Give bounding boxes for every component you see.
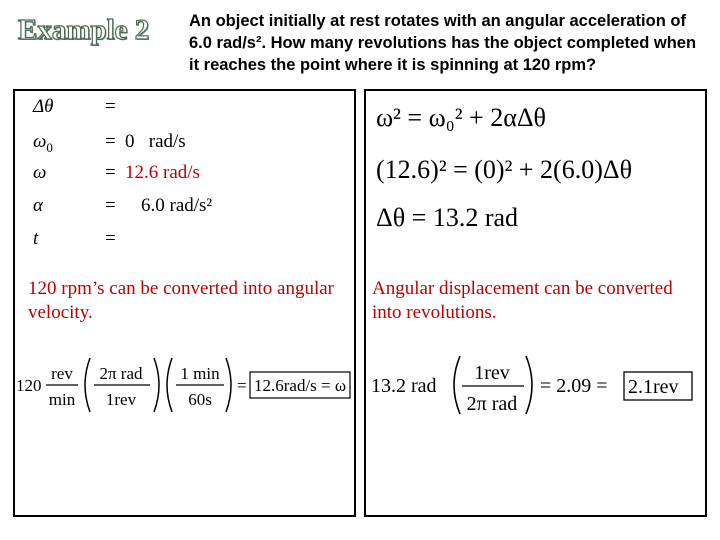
given-equals: = [105, 162, 116, 183]
angular-displacement-result: Δθ = 13.2 rad [376, 203, 519, 232]
frac3-den: 60s [188, 390, 212, 409]
given-symbol: Δθ [33, 96, 54, 117]
rev-frac-den: 2π rad [466, 393, 518, 415]
given-symbol: ω [33, 162, 47, 183]
kinematic-equation: ω² = ω₀² + 2αΔθ [376, 103, 547, 132]
given-value: 6.0 rad/s² [141, 195, 213, 216]
svg-text:=: = [237, 376, 247, 395]
frac1-den: min [48, 390, 76, 409]
given-value: 0 rad/s [125, 131, 186, 152]
given-equals: = [105, 195, 116, 216]
rev-lead: 13.2 rad [371, 375, 437, 397]
rev-frac-num: 1rev [474, 362, 510, 384]
given-equals: = [105, 96, 116, 117]
frac3-num: 1 min [180, 364, 220, 383]
given-value: 12.6 rad/s [125, 162, 200, 183]
rpm-answer: 12.6rad/s = ω [254, 376, 347, 395]
given-symbol: t [33, 228, 39, 249]
frac1-num: rev [51, 364, 73, 383]
frac2-num: 2π rad [99, 364, 143, 383]
rpm-conversion-svg [14, 350, 354, 420]
revolution-conversion-svg [368, 350, 704, 420]
rev-equals: = 2.09 = [540, 375, 608, 397]
frac2-den: 1rev [105, 390, 137, 409]
rev-answer: 2.1rev [628, 376, 679, 398]
given-equals: = [105, 131, 116, 152]
given-equals: = [105, 228, 116, 249]
revolution-conversion-note: Angular displacement can be converted into revolutions. [372, 278, 673, 323]
rpm-conversion-note: 120 rpm’s can be converted into angular velocity. [28, 278, 335, 323]
example-title: Example 2 [18, 14, 150, 46]
rpm-lead: 120 [16, 376, 42, 395]
substituted-equation: (12.6)² = (0)² + 2(6.0)Δθ [376, 155, 633, 184]
given-symbol: α [33, 195, 43, 216]
given-symbol: $\omega_0$ [33, 131, 53, 155]
problem-statement: An object initially at rest rotates with an angular acceleration of 6.0 rad/s². How many revolutions has the object completed when it reaches the point where it is spinning at 120 rpm? [189, 12, 697, 74]
